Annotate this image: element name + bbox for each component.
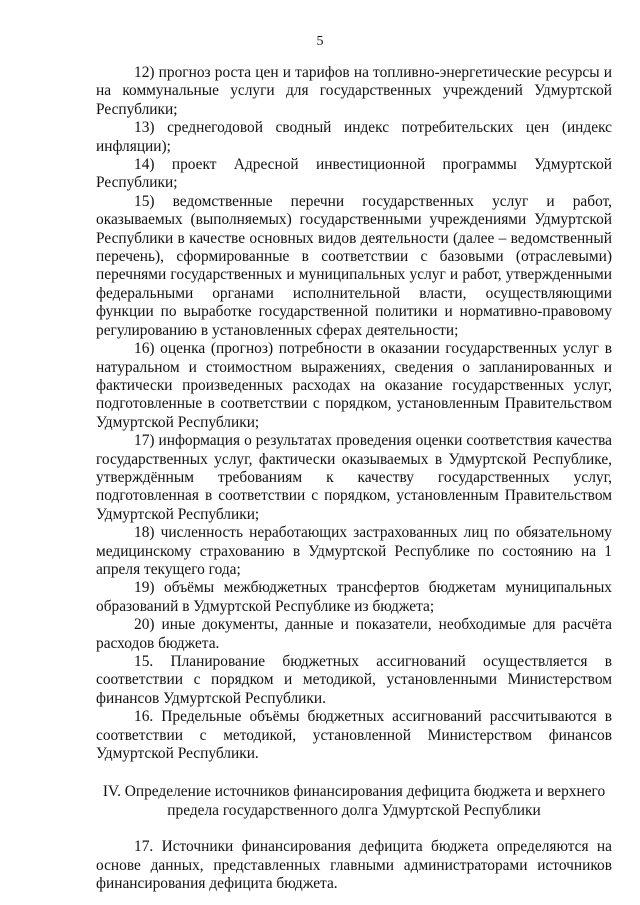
list-item-13: 13) среднегодовой сводный индекс потребительских цен (индекс инфляции);	[96, 119, 612, 155]
list-item-17: 17) информация о результатах проведения оценки соответствия качества государственных услуг, фактически оказываемых в Удмуртской Республике, утверждённым требованиям к качеству государственных услуг, подготовленная в соответствии с порядком, установленным Правительством Удмуртской Республики;	[96, 432, 612, 523]
list-item-19: 19) объёмы межбюджетных трансфертов бюджетам муниципальных образований в Удмуртской Республике из бюджета;	[96, 579, 612, 615]
clause-17-paragraph: 17. Источники финансирования дефицита бюджета определяются на основе данных, представленных главными администраторами источников финансирования дефицита бюджета.	[96, 838, 612, 893]
list-item-14: 14) проект Адресной инвестиционной программы Удмуртской Республики;	[96, 156, 612, 192]
list-item-16: 16) оценка (прогноз) потребности в оказании государственных услуг в натуральном и стоимостном выражениях, сведения о запланированных и фактически произведенных расходах на оказание государственных услуг, подготовленные в соответствии с порядком, установленным Правительством Удмуртской Республики;	[96, 340, 612, 431]
section-heading-line-1: IV. Определение источников финансирования дефицита бюджета и верхнего	[102, 783, 606, 801]
clause-16-paragraph: 16. Предельные объёмы бюджетных ассигнований рассчитываются в соответствии с методикой, установленной Министерством финансов Удмуртской Республики.	[96, 708, 612, 763]
clause-15-paragraph: 15. Планирование бюджетных ассигнований осуществляется в соответствии с порядком и методикой, установленными Министерством финансов Удмуртской Республики.	[96, 653, 612, 707]
list-item-12: 12) прогноз роста цен и тарифов на топливно-энергетические ресурсы и на коммунальные услуги для государственных учреждений Удмуртской Республики;	[96, 64, 612, 118]
section-heading	[96, 783, 612, 820]
section-heading-line-2: предела государственного долга Удмуртской Республики	[167, 801, 541, 819]
page-number: 5	[316, 34, 324, 49]
list-item-20: 20) иные документы, данные и показатели, необходимые для расчёта расходов бюджета.	[96, 616, 612, 652]
list-item-15: 15) ведомственные перечни государственных услуг и работ, оказываемых (выполняемых) государственными учреждениями Удмуртской Республики в качестве основных видов деятельности (далее – ведомственный перечень), сформированные в соответствии с базовыми (отраслевыми) перечнями государственных и муниципальных услуг и работ, утвержденными федеральными органами исполнительной власти, осуществляющими функции по выработке государственной политики и нормативно-правовому регулированию в установленных сферах деятельности;	[96, 192, 612, 339]
list-item-18: 18) численность неработающих застрахованных лиц по обязательному медицинскому страхованию в Удмуртской Республике по состоянию на 1 апреля текущего года;	[96, 524, 612, 578]
document-body	[96, 64, 612, 893]
